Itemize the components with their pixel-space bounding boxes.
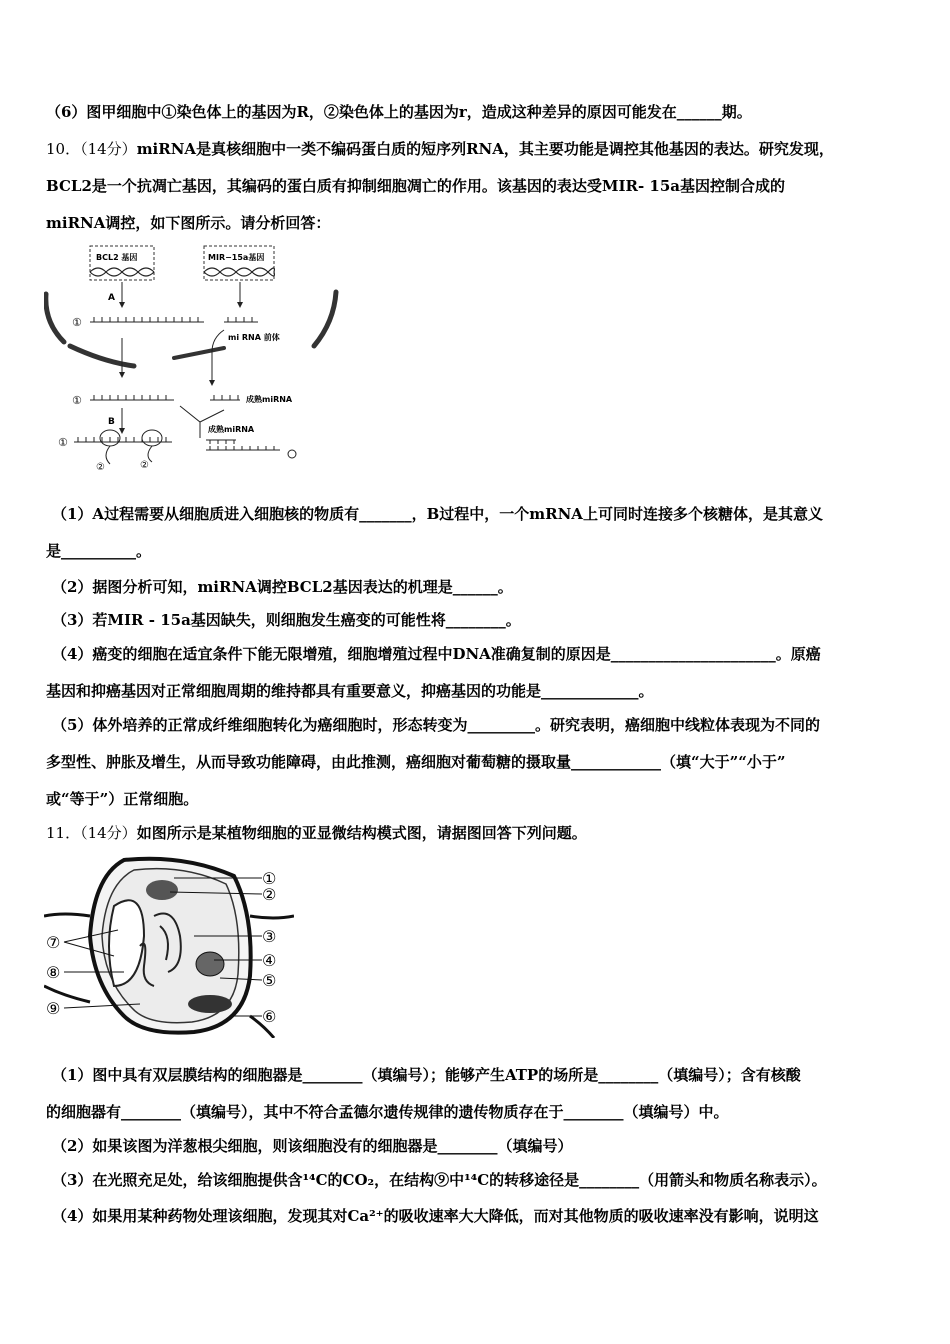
mrna-nucleus-bases [94,317,198,322]
q11-intro-text: 如图所示是某植物细胞的亚显微结构模式图，请据图回答下列问题。 [136,824,587,842]
q11-part1-line2: 的细胞器有________（填编号），其中不符合孟德尔遗传规律的遗传物质存在于________（填编号）中。 [46,1103,729,1121]
nucleus [196,952,224,976]
arrow-export-mirna [212,330,224,384]
nuclear-membrane-bottom-mid [174,348,224,358]
mir-gene-label: MIR−15a基因 [208,253,265,262]
q9-part6: （6）图甲细胞中①染色体上的基因为R，②染色体上的基因为r，造成这种差异的原因可能发在______期。 [46,103,752,121]
q10-part5-line1: （5）体外培养的正常成纤维细胞转化为癌细胞时，形态转变为_________。研究表明，癌细胞中线粒体表现为不同的 [52,716,820,734]
structure-label-3: ③ [262,927,277,946]
q10-part2: （2）据图分析可知，miRNA调控BCL2基因表达的机理是______。 [52,578,513,596]
q10-part5-line2: 多型性、肿胀及增生，从而导致功能障碍，由此推测，癌细胞对葡萄糖的摄取量____________（填“大于”“小于” [46,753,786,771]
bcl2-gene-box [90,246,154,280]
structure-label-9: ⑨ [46,999,61,1018]
process-b-label: B [108,417,115,427]
q11-part3: （3）在光照充足处，给该细胞提供含¹⁴C的CO₂，在结构⑨中¹⁴C的转移途径是________（用箭头和物质名称表示）。 [52,1171,827,1189]
mrna-cytoplasm-bases [94,395,166,400]
combine-arrow [180,406,224,422]
arrow-export-mrna-head [119,372,125,378]
mature-mirna-bases-2 [210,440,234,444]
nuclear-membrane-right [314,292,336,346]
ribosome-2 [142,430,162,446]
mrna-translating-bases [78,437,166,442]
q10-intro-line3: miRNA调控，如下图所示。请分析回答： [46,214,331,232]
mature-mirna-label-1: 成熟miRNA [246,395,293,404]
mirna-precursor-bases [228,317,252,322]
q10-part1-line2: 是__________。 [46,542,152,560]
structure-label-4: ④ [262,951,277,970]
target-mrna-bases [210,446,274,450]
q11-intro [46,823,587,843]
bcl2-dna-strand-b [90,268,154,276]
structure-label-8: ⑧ [46,963,61,982]
circle-label-5: ② [140,460,149,471]
arrow-export-mirna-head [209,380,215,386]
q11-part1-line1: （1）图中具有双层膜结构的细胞器是________（填编号）；能够产生ATP的场所是________（填编号）；含有核酸 [52,1066,801,1084]
q11-number: 11．（14分） [46,824,137,842]
plant-cell-diagram [44,856,294,1038]
q10-intro-line2: BCL2是一个抗凋亡基因，其编码的蛋白质有抑制细胞凋亡的作用。该基因的表达受MIR- 15a基因控制合成的 [46,177,786,195]
q11-part4: （4）如果用某种药物处理该细胞，发现其对Ca²⁺的吸收速率大大降低，而对其他物质的吸收速率没有影响，说明这 [52,1207,819,1225]
q11-part2: （2）如果该图为洋葱根尖细胞，则该细胞没有的细胞器是________（填编号） [52,1137,573,1155]
arrow-a-head [119,302,125,308]
end-marker [288,450,296,458]
circle-label-1: ① [72,316,82,329]
q10-intro-text: miRNA是真核细胞中一类不编码蛋白质的短序列RNA，其主要功能是调控其他基因的表达。研究发现， [136,140,834,158]
q10-number: 10．（14分） [46,140,137,158]
nuclear-membrane-left [46,294,64,342]
peptide-1 [106,446,110,464]
circle-label-2: ① [72,394,82,407]
structure-label-1: ① [262,869,277,888]
mature-mirna-label-2: 成熟miRNA [208,425,255,434]
arrow-b-head [119,428,125,434]
mirna-regulation-diagram [44,242,344,472]
q10-intro-line1 [46,139,834,159]
nuclear-membrane-bottom-left [70,346,134,366]
mirna-precursor-label: mi RNA 前体 [228,333,280,342]
structure-label-6: ⑥ [262,1007,277,1026]
structure-label-5: ⑤ [262,971,277,990]
q10-part4-line2: 基因和抑癌基因对正常细胞周期的维持都具有重要意义，抑癌基因的功能是_____________。 [46,682,654,700]
circle-label-4: ② [96,462,105,472]
mature-mirna-bases-1 [214,395,238,400]
arrow-mir-head [237,302,243,308]
process-a-label: A [108,293,115,303]
bcl2-gene-label: BCL2 基因 [96,253,138,262]
structure-label-7: ⑦ [46,933,61,952]
chloroplast [188,995,232,1013]
q10-part4-line1: （4）癌变的细胞在适宜条件下能无限增殖，细胞增殖过程中DNA准确复制的原因是______________________。原癌 [52,645,821,663]
q10-part3: （3）若MIR - 15a基因缺失，则细胞发生癌变的可能性将________。 [52,611,521,629]
structure-label-2: ② [262,885,277,904]
mitochondrion [146,880,178,900]
q10-part1-line1: （1）A过程需要从细胞质进入细胞核的物质有_______，B过程中，一个mRNA上可同时连接多个核糖体，是其意义 [52,505,823,523]
circle-label-3: ① [58,436,68,449]
q10-part5-line3: 或“等于”）正常细胞。 [46,790,199,808]
